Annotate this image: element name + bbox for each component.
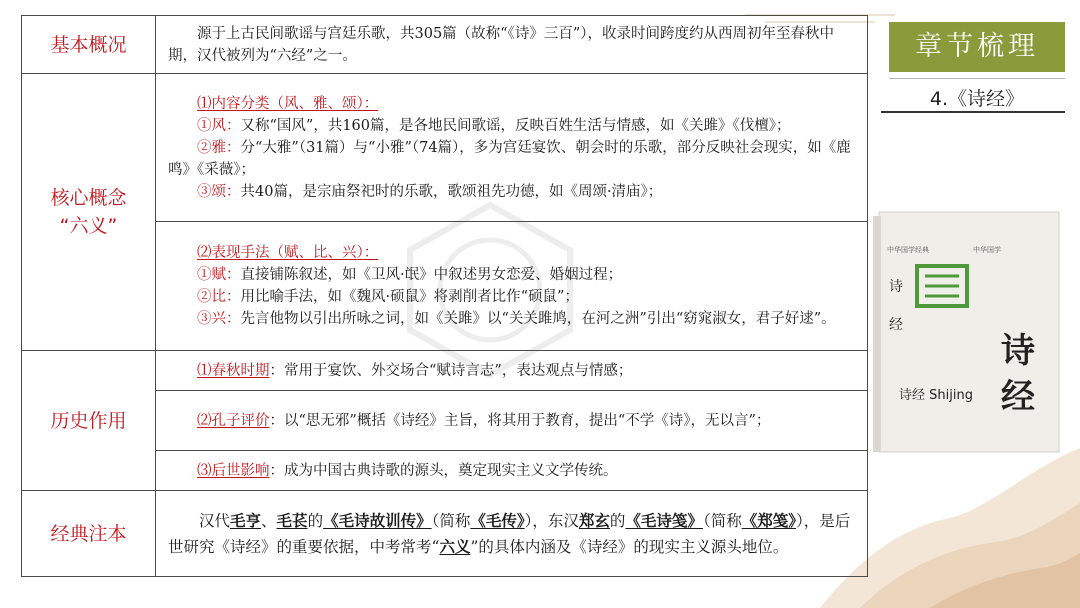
- book-big-title: 诗经: [1001, 331, 1035, 417]
- basic-text: 源于上古民间歌谣与宫廷乐歌，共305篇（故称“《诗》三百”），收录时间跨度约从西周初年至春秋中期，汉代被列为“六经”之一。: [168, 25, 834, 64]
- song-label: ③颂：: [197, 183, 241, 200]
- confucius-text: ：以“思无邪”概括《诗经》主旨，将其用于教育，提出“不学《诗》，无以言”；: [269, 412, 771, 429]
- spring-autumn-label: ⑴春秋时期: [197, 362, 270, 379]
- fu-label: ①赋：: [197, 267, 241, 283]
- row-head-core: [22, 74, 156, 351]
- book-spine-title: 诗 经: [889, 279, 903, 333]
- legacy-label: ⑶后世影响: [197, 462, 270, 479]
- feng-label: ①风：: [197, 117, 241, 134]
- row-history-1: [22, 351, 868, 391]
- feng-text: 又称“国风”，共160篇，是各地民间歌谣，反映百姓生活与情感，如《关雎》《伐檀》；: [240, 117, 791, 134]
- core-head-line1: 核心概念: [50, 187, 127, 209]
- name-mao-heng: 毛亨: [230, 510, 262, 530]
- song-text: 共40篇，是宗庙祭祀时的乐歌，歌颂祖先功德，如《周颂·清庙》；: [240, 183, 663, 200]
- xing-label: ③兴：: [197, 311, 241, 327]
- fu-text: 直接铺陈叙述，如《卫风·氓》中叙述男女恋爱、婚姻过程；: [240, 267, 623, 283]
- subtitle: 4.《诗经》: [929, 88, 1025, 110]
- notes-text: 汉代毛亨、毛苌的《毛诗故训传》（简称《毛传》），东汉郑玄的《毛诗笺》（简称《郑笺》），是后世研究《诗经》的重要依据，中考常考“六义”的具体内涵及《诗经》的现实主义源头地位。: [168, 510, 851, 556]
- bi-label: ②比：: [197, 289, 241, 305]
- book-zhengjian: 《郑笺》: [741, 510, 796, 530]
- book-maoshi-guxunzhuan: 《毛诗故训传》: [323, 510, 432, 530]
- confucius-label: ⑵孔子评价: [197, 412, 270, 429]
- bi-text: 用比喻手法，如《魏风·硕鼠》将剥削者比作“硕鼠”；: [240, 289, 579, 305]
- row-head-notes: 经典注本: [22, 491, 156, 577]
- row-core-content: [22, 74, 868, 222]
- liuyi-keyword: 六义: [439, 536, 471, 556]
- divider: [889, 78, 1065, 79]
- xing-text: 先言他物以引出所咏之词，如《关雎》以“关关雎鸠，在河之洲”引出“窈窕淑女，君子好逑”。: [240, 311, 836, 327]
- book-maozhuan: 《毛传》: [470, 510, 525, 530]
- legacy-text: ：成为中国古典诗歌的源头，奠定现实主义文学传统。: [269, 462, 618, 479]
- spring-autumn-text: ：常用于宴饮、外交场合“赋诗言志”，表达观点与情感；: [269, 362, 633, 379]
- subtitle-underline: [881, 111, 1065, 113]
- book-name: 诗经 Shijing: [899, 388, 973, 403]
- svg-text:中华国学: 中华国学: [973, 246, 1001, 254]
- name-mao-chang: 毛苌: [276, 510, 308, 530]
- core-head-line2: “六义”: [59, 215, 118, 237]
- techniques-title: ⑵表现手法（赋、比、兴）：: [197, 245, 379, 261]
- section-title-badge: 章节梳理: [889, 22, 1065, 72]
- book-maoshijian: 《毛诗笺》: [625, 510, 703, 530]
- svg-text:中华国学经典: 中华国学经典: [887, 246, 929, 254]
- content-classification-title: ⑴内容分类（风、雅、颂）：: [197, 95, 379, 112]
- ya-text: 分“大雅”（31篇）与“小雅”（74篇），多为宫廷宴饮、朝会时的乐歌，部分反映社会现实，如《鹿鸣》《采薇》；: [168, 139, 851, 178]
- book-cover-image: [873, 208, 1067, 458]
- name-zheng-xuan: 郑玄: [578, 510, 610, 530]
- row-notes: [22, 491, 868, 577]
- row-head-basic: 基本概况: [22, 16, 156, 74]
- ya-label: ②雅：: [197, 139, 241, 156]
- row-head-history: 历史作用: [22, 351, 156, 491]
- content-table: [21, 15, 868, 577]
- row-basic: [22, 16, 868, 74]
